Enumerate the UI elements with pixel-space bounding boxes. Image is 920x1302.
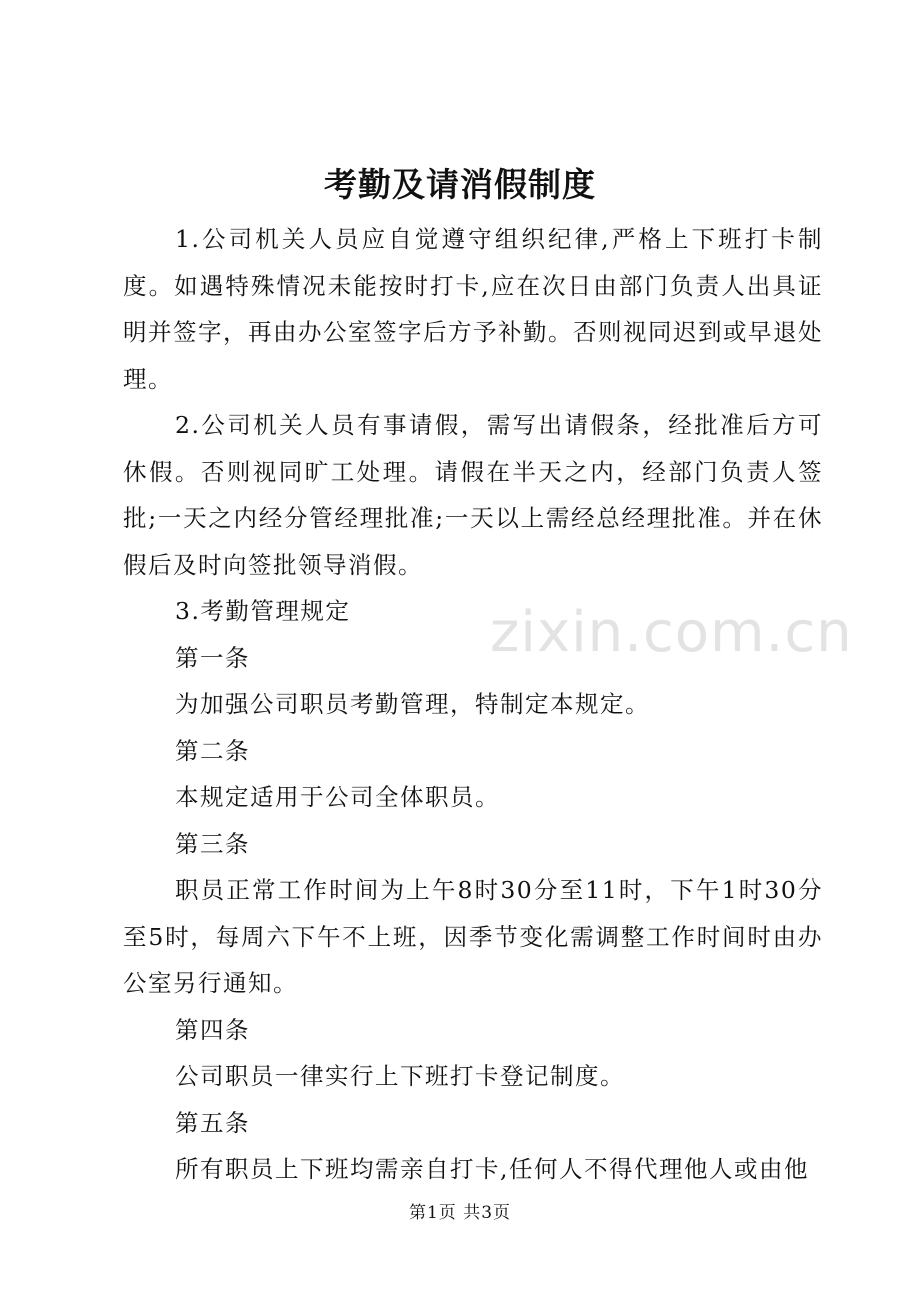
article-heading-4: 第四条 bbox=[175, 1015, 250, 1044]
document-title: 考勤及请消假制度 bbox=[324, 165, 596, 204]
watermark: zixin.com.cn bbox=[490, 600, 853, 665]
paragraph-clause-1: 1.公司机关人员应自觉遵守组织纪律,严格上下班打卡制度。如遇特殊情况未能按时打卡,应在次日由部门负责人出具证明并签字，再由办公室签字后方予补勤。否则视同迟到或早退处理。 bbox=[123, 225, 823, 393]
article-text-2: 本规定适用于公司全体职员。 bbox=[175, 783, 500, 811]
section-heading-attendance-rules: 3.考勤管理规定 bbox=[175, 597, 351, 625]
article-text-3: 职员正常工作时间为上午8时30分至11时，下午1时30分至5时，每周六下午不上班，因季节变化需调整工作时间时由办公室另行通知。 bbox=[123, 876, 823, 997]
article-heading-5: 第五条 bbox=[175, 1108, 250, 1137]
article-text-5: 所有职员上下班均需亲自打卡,任何人不得代理他人或由他 bbox=[175, 1155, 809, 1183]
article-heading-1: 第一条 bbox=[175, 643, 250, 672]
page-footer: 第1页 共3页 bbox=[408, 1203, 512, 1223]
article-text-1: 为加强公司职员考勤管理，特制定本规定。 bbox=[175, 690, 650, 718]
paragraph-clause-2: 2.公司机关人员有事请假，需写出请假条，经批准后方可休假。否则视同旷工处理。请假在半天之内，经部门负责人签批;一天之内经分管经理批准;一天以上需经总经理批准。并在休假后及时向签批领导消假。 bbox=[123, 411, 823, 579]
article-heading-3: 第三条 bbox=[175, 829, 250, 858]
document-body bbox=[123, 216, 823, 1193]
article-heading-2: 第二条 bbox=[175, 736, 250, 765]
article-text-4: 公司职员一律实行上下班打卡登记制度。 bbox=[175, 1062, 625, 1090]
